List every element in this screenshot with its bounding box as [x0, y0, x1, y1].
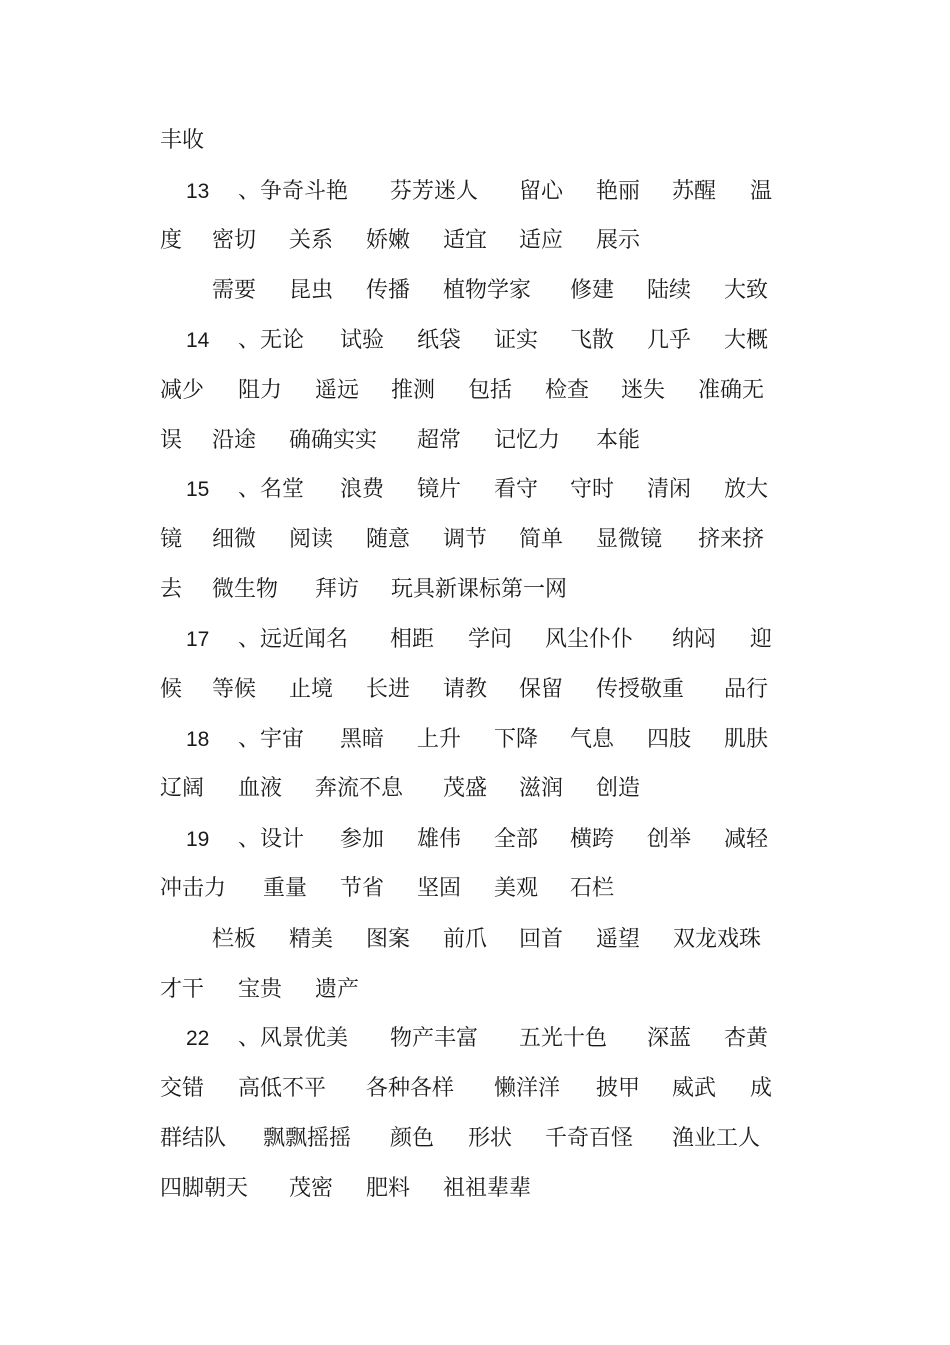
- word: 适宜: [443, 228, 488, 253]
- word: 超常: [417, 428, 462, 453]
- word: 检查: [545, 378, 590, 403]
- word: 适应: [519, 228, 564, 253]
- word: 遗产: [315, 977, 360, 1002]
- word: 沿途: [212, 428, 257, 453]
- word: 、风景优美: [238, 1026, 349, 1051]
- word: 减轻: [724, 827, 769, 852]
- section-number: 22: [186, 1027, 210, 1050]
- word: 飞散: [570, 328, 615, 353]
- word: 参加: [340, 827, 385, 852]
- word: 、宇宙: [238, 727, 305, 752]
- word: 简单: [519, 527, 564, 552]
- word: 推测: [391, 378, 436, 403]
- section-number: 13: [186, 180, 210, 203]
- word: 下降: [494, 727, 539, 752]
- section-number: 17: [186, 628, 210, 651]
- word: 交错: [160, 1076, 205, 1101]
- word: 辽阔: [160, 776, 205, 801]
- section-number: 18: [186, 728, 210, 751]
- word: 纸袋: [417, 328, 462, 353]
- word: 黑暗: [340, 727, 385, 752]
- word: 阅读: [289, 527, 334, 552]
- word: 形状: [468, 1126, 513, 1151]
- word: 创造: [596, 776, 641, 801]
- word: 去: [160, 577, 183, 602]
- word: 、设计: [238, 827, 305, 852]
- word: 重量: [263, 876, 308, 901]
- word: 杏黄: [724, 1026, 769, 1051]
- word: 等候: [212, 677, 257, 702]
- word: 镜片: [417, 477, 462, 502]
- word: 丰收: [160, 128, 205, 153]
- word: 披甲: [596, 1076, 641, 1101]
- word: 高低不平: [238, 1076, 327, 1101]
- word: 四脚朝天: [160, 1176, 249, 1201]
- word: 、争奇斗艳: [238, 179, 349, 204]
- word: 品行: [724, 677, 769, 702]
- word: 镜: [160, 527, 183, 552]
- word: 需要: [212, 278, 257, 303]
- word: 美观: [494, 876, 539, 901]
- word: 度: [160, 228, 183, 253]
- word: 证实: [494, 328, 539, 353]
- word: 随意: [366, 527, 411, 552]
- word: 娇嫩: [366, 228, 411, 253]
- word: 血液: [238, 776, 283, 801]
- word: 威武: [672, 1076, 717, 1101]
- word: 懒洋洋: [494, 1076, 561, 1101]
- word: 关系: [289, 228, 334, 253]
- word: 温: [750, 179, 773, 204]
- word: 颜色: [390, 1126, 435, 1151]
- word: 细微: [212, 527, 257, 552]
- word: 误: [160, 428, 183, 453]
- word: 群结队: [160, 1126, 227, 1151]
- word: 精美: [289, 927, 334, 952]
- word: 千奇百怪: [545, 1126, 634, 1151]
- word: 横跨: [570, 827, 615, 852]
- word: 确确实实: [289, 428, 378, 453]
- word: 上升: [417, 727, 462, 752]
- word: 祖祖辈辈: [443, 1176, 532, 1201]
- word: 全部: [494, 827, 539, 852]
- word: 清闲: [647, 477, 692, 502]
- word: 坚固: [417, 876, 462, 901]
- word: 准确无: [698, 378, 765, 403]
- word: 渔业工人: [672, 1126, 761, 1151]
- word: 滋润: [519, 776, 564, 801]
- word: 相距: [390, 627, 435, 652]
- word: 茂盛: [443, 776, 488, 801]
- word: 挤来挤: [698, 527, 765, 552]
- word: 五光十色: [519, 1026, 608, 1051]
- word: 微生物: [212, 577, 279, 602]
- word: 留心: [519, 179, 564, 204]
- word: 创举: [647, 827, 692, 852]
- word: 栏板: [212, 927, 257, 952]
- word: 艳丽: [596, 179, 641, 204]
- word: 大概: [724, 328, 769, 353]
- word: 、无论: [238, 328, 305, 353]
- word: 风尘仆仆: [545, 627, 634, 652]
- word: 宝贵: [238, 977, 283, 1002]
- section-number: 15: [186, 478, 210, 501]
- word: 物产丰富: [390, 1026, 479, 1051]
- word: 雄伟: [417, 827, 462, 852]
- word: 回首: [519, 927, 564, 952]
- word: 显微镜: [596, 527, 663, 552]
- word: 四肢: [647, 727, 692, 752]
- word: 冲击力: [160, 876, 227, 901]
- word: 气息: [570, 727, 615, 752]
- word: 苏醒: [672, 179, 717, 204]
- word: 茂密: [289, 1176, 334, 1201]
- word: 各种各样: [366, 1076, 455, 1101]
- word: 迷失: [621, 378, 666, 403]
- word: 请教: [443, 677, 488, 702]
- word: 传授敬重: [596, 677, 685, 702]
- word: 拜访: [315, 577, 360, 602]
- word: 、远近闻名: [238, 627, 349, 652]
- word: 芬芳迷人: [390, 179, 479, 204]
- word: 长进: [366, 677, 411, 702]
- word: 昆虫: [289, 278, 334, 303]
- word: 本能: [596, 428, 641, 453]
- word: 成: [750, 1076, 773, 1101]
- word: 遥望: [596, 927, 641, 952]
- word: 纳闷: [672, 627, 717, 652]
- word: 节省: [340, 876, 385, 901]
- word: 前爪: [443, 927, 488, 952]
- word: 放大: [724, 477, 769, 502]
- word: 包括: [468, 378, 513, 403]
- section-number: 19: [186, 828, 210, 851]
- section-number: 14: [186, 329, 210, 352]
- word: 玩具新课标第一网: [391, 577, 568, 602]
- word: 深蓝: [647, 1026, 692, 1051]
- word: 肌肤: [724, 727, 769, 752]
- word: 密切: [212, 228, 257, 253]
- word: 看守: [494, 477, 539, 502]
- word: 图案: [366, 927, 411, 952]
- word: 修建: [570, 278, 615, 303]
- word: 展示: [596, 228, 641, 253]
- word: 才干: [160, 977, 205, 1002]
- word: 学问: [468, 627, 513, 652]
- word: 、名堂: [238, 477, 305, 502]
- word: 浪费: [340, 477, 385, 502]
- word: 调节: [443, 527, 488, 552]
- word: 大致: [724, 278, 769, 303]
- word: 阻力: [238, 378, 283, 403]
- word: 试验: [340, 328, 385, 353]
- word: 飘飘摇摇: [263, 1126, 352, 1151]
- word: 植物学家: [443, 278, 532, 303]
- word: 止境: [289, 677, 334, 702]
- word: 减少: [160, 378, 205, 403]
- word: 石栏: [570, 876, 615, 901]
- word: 迎: [750, 627, 773, 652]
- word: 遥远: [315, 378, 360, 403]
- word: 候: [160, 677, 183, 702]
- word: 传播: [366, 278, 411, 303]
- word: 保留: [519, 677, 564, 702]
- word: 双龙戏珠: [673, 927, 762, 952]
- word: 几乎: [647, 328, 692, 353]
- word: 奔流不息: [315, 776, 404, 801]
- word: 守时: [570, 477, 615, 502]
- word: 记忆力: [494, 428, 561, 453]
- word: 肥料: [366, 1176, 411, 1201]
- word: 陆续: [647, 278, 692, 303]
